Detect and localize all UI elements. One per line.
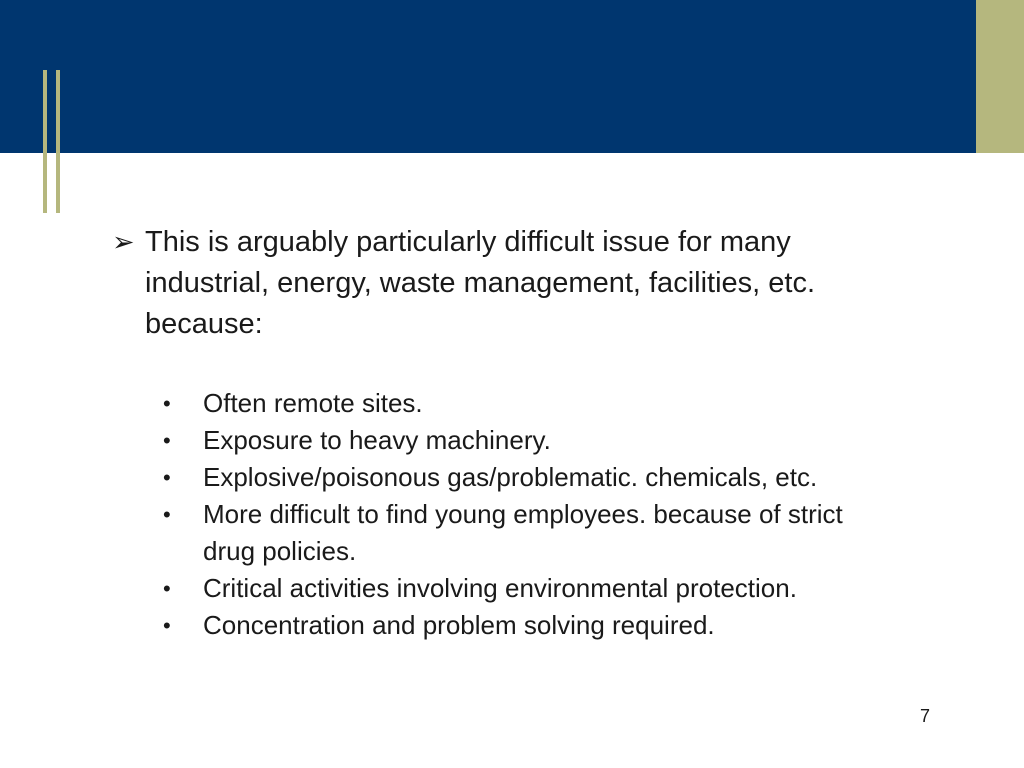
bullet-dot-icon: • [163,613,171,638]
sub-bullet-text: Critical activities involving environmental protection. [203,573,797,603]
bullet-dot-icon: • [163,391,171,416]
list-item [112,385,872,422]
sub-bullet-text: More difficult to find young employees. because of strict drug policies. [203,499,843,566]
sub-bullet-text: Often remote sites. [203,388,423,418]
list-item [112,570,872,607]
header-band [0,0,976,153]
list-item [112,607,872,644]
bullet-dot-icon: • [163,502,171,527]
sub-bullet-list [112,385,872,644]
slide-body [112,222,872,644]
list-item [112,496,872,570]
sub-bullet-text: Exposure to heavy machinery. [203,425,551,455]
page-number: 7 [920,706,931,726]
bullet-dot-icon: • [163,428,171,453]
decorative-vertical-line [56,70,60,213]
sub-bullet-text: Concentration and problem solving required. [203,610,715,640]
list-item [112,422,872,459]
decorative-vertical-line [43,70,47,213]
header-accent-block [976,0,1024,153]
main-bullet-point [112,222,872,345]
bullet-dot-icon: • [163,465,171,490]
arrow-bullet-icon: ➢ [112,227,135,257]
sub-bullet-text: Explosive/poisonous gas/problematic. chemicals, etc. [203,462,818,492]
main-bullet-text: This is arguably particularly difficult issue for many industrial, energy, waste management, facilities, etc. because: [145,226,816,340]
list-item [112,459,872,496]
bullet-dot-icon: • [163,576,171,601]
